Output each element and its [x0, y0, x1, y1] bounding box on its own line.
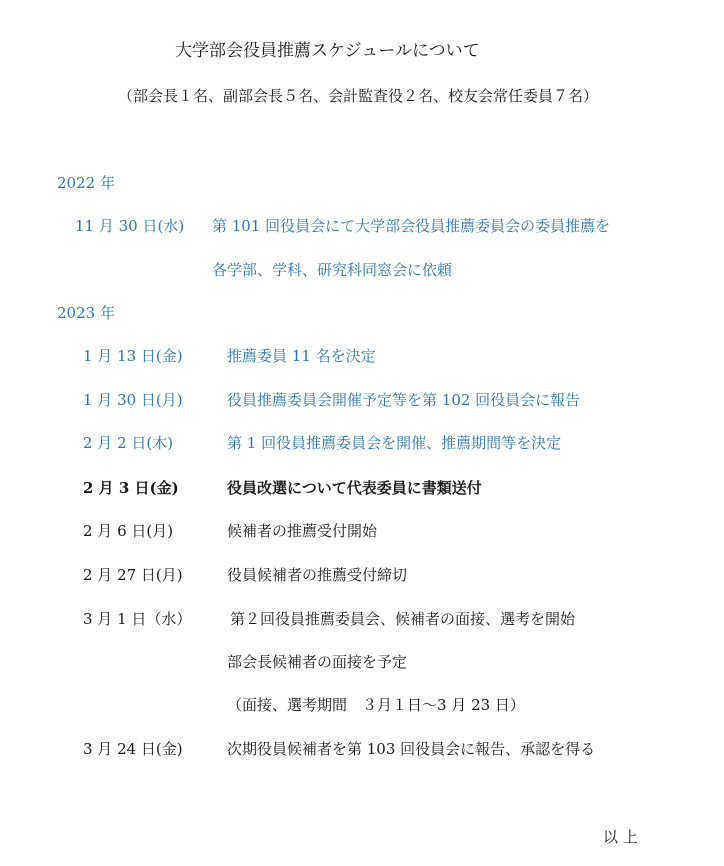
schedule-date: 3 月 24 日(金) — [83, 740, 183, 758]
year-heading-2022: 2022 年 — [57, 174, 115, 192]
schedule-text: 推薦委員 11 名を決定 — [227, 347, 376, 365]
schedule-text: 第 101 回役員会にて大学部会役員推薦委員会の委員推薦を — [212, 217, 611, 235]
schedule-text: 第 1 回役員推薦委員会を開催、推薦期間等を決定 — [227, 434, 562, 452]
schedule-text: 役員候補者の推薦受付締切 — [227, 566, 408, 584]
schedule-date: 2 月 3 日(金) — [83, 479, 179, 497]
schedule-date: 1 月 13 日(金) — [83, 347, 183, 365]
document-subtitle: （部会長１名、副部会長５名、会計監査役２名、校友会常任委員７名） — [118, 87, 599, 105]
schedule-date: 2 月 2 日(木) — [83, 434, 174, 452]
schedule-text: 第２回役員推薦委員会、候補者の面接、選考を開始 — [230, 610, 576, 628]
year-heading-2023: 2023 年 — [57, 304, 115, 322]
schedule-text: 役員改選について代表委員に書類送付 — [227, 479, 482, 497]
document-title: 大学部会役員推薦スケジュールについて — [175, 41, 480, 61]
schedule-text: 役員推薦委員会開催予定等を第 102 回役員会に報告 — [227, 391, 581, 409]
schedule-text-continuation: （面接、選考期間 ３月１日～3 月 23 日） — [227, 696, 525, 714]
schedule-text: 候補者の推薦受付開始 — [227, 522, 378, 540]
schedule-date: 2 月 27 日(月) — [83, 566, 183, 584]
schedule-date: 2 月 6 日(月) — [83, 522, 174, 540]
schedule-date: 1 月 30 日(月) — [83, 391, 183, 409]
schedule-date: 11 月 30 日(水) — [75, 217, 185, 235]
schedule-date: 3 月 1 日（水） — [83, 610, 192, 628]
closing-mark: 以 上 — [603, 828, 638, 846]
schedule-text-continuation: 各学部、学科、研究科同窓会に依頼 — [212, 261, 453, 279]
schedule-text-continuation: 部会長候補者の面接を予定 — [227, 653, 408, 671]
schedule-text: 次期役員候補者を第 103 回役員会に報告、承認を得る — [227, 740, 596, 758]
